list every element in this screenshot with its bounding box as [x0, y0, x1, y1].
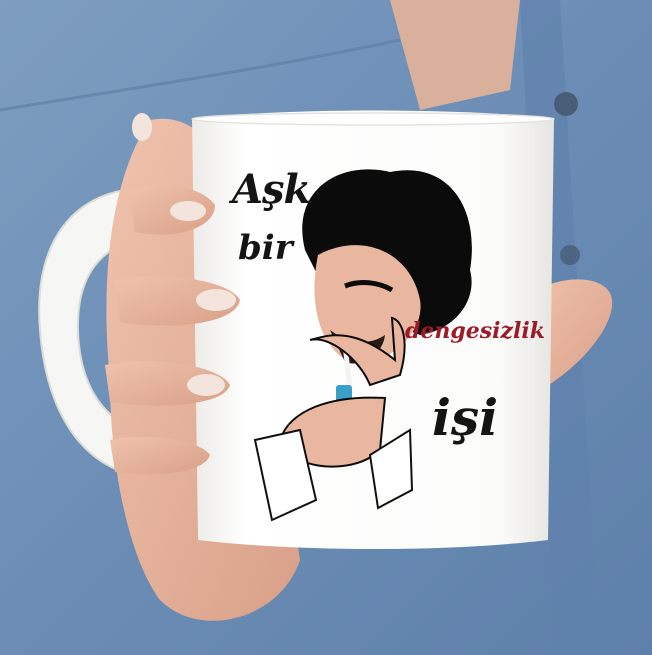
fingernail — [196, 289, 236, 311]
fingernail — [132, 113, 152, 141]
shirt-button — [560, 245, 580, 265]
mug-text-isi: işi — [432, 388, 499, 447]
fingernail — [187, 374, 225, 396]
mug-rim — [192, 113, 554, 125]
shirt-button — [554, 92, 578, 116]
mug-text-dengesizlik: dengesizlik — [405, 318, 545, 344]
fingernail — [170, 201, 206, 221]
mug-text-bir: bir — [238, 228, 293, 268]
mug-text-ask: Aşk — [232, 166, 311, 213]
